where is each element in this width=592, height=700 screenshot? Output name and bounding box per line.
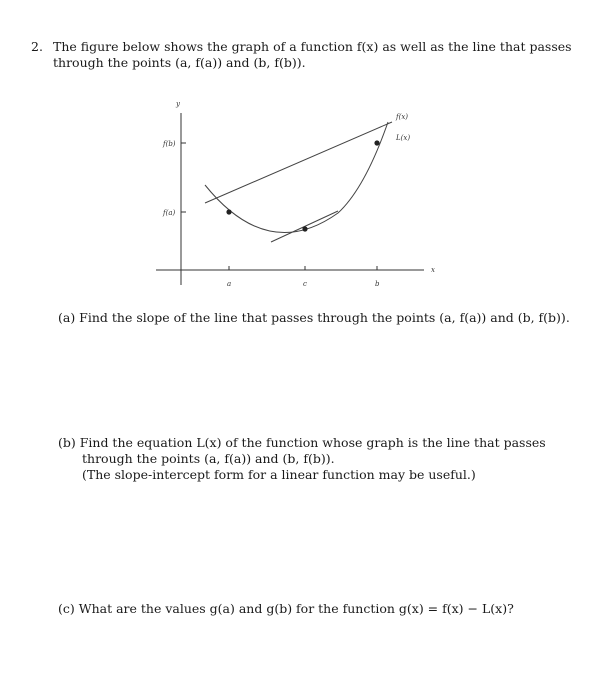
a-label: a bbox=[227, 280, 232, 288]
question-intro-line-2: through the points (a, f(a)) and (b, f(b)). bbox=[53, 55, 306, 70]
lx-label: L(x) bbox=[396, 134, 411, 142]
point-b bbox=[374, 140, 379, 145]
x-axis-label: x bbox=[431, 266, 435, 274]
b-label: b bbox=[375, 280, 380, 288]
function-curve bbox=[205, 122, 388, 233]
part-b-line-3: (The slope-intercept form for a linear function may be useful.) bbox=[82, 467, 476, 482]
question-number: 2. bbox=[31, 39, 43, 54]
part-a-text: (a) Find the slope of the line that passes through the points (a, f(a)) and (b, f(b)). bbox=[58, 310, 570, 325]
fb-label: f(b) bbox=[163, 140, 176, 148]
c-label: c bbox=[303, 280, 307, 288]
point-c bbox=[302, 226, 307, 231]
fx-label: f(x) bbox=[396, 113, 409, 121]
point-a bbox=[226, 209, 231, 214]
part-b-line-1: (b) Find the equation L(x) of the function whose graph is the line that passes bbox=[58, 435, 546, 450]
secant-line bbox=[205, 122, 392, 203]
part-c-text: (c) What are the values g(a) and g(b) for the function g(x) = f(x) − L(x)? bbox=[58, 601, 514, 616]
question-intro-line-1: The figure below shows the graph of a function f(x) as well as the line that passes bbox=[53, 39, 572, 54]
fa-label: f(a) bbox=[163, 209, 176, 217]
part-b-line-2: through the points (a, f(a)) and (b, f(b)). bbox=[82, 451, 335, 466]
y-axis-label: y bbox=[176, 100, 180, 108]
function-graph-figure bbox=[0, 0, 592, 300]
